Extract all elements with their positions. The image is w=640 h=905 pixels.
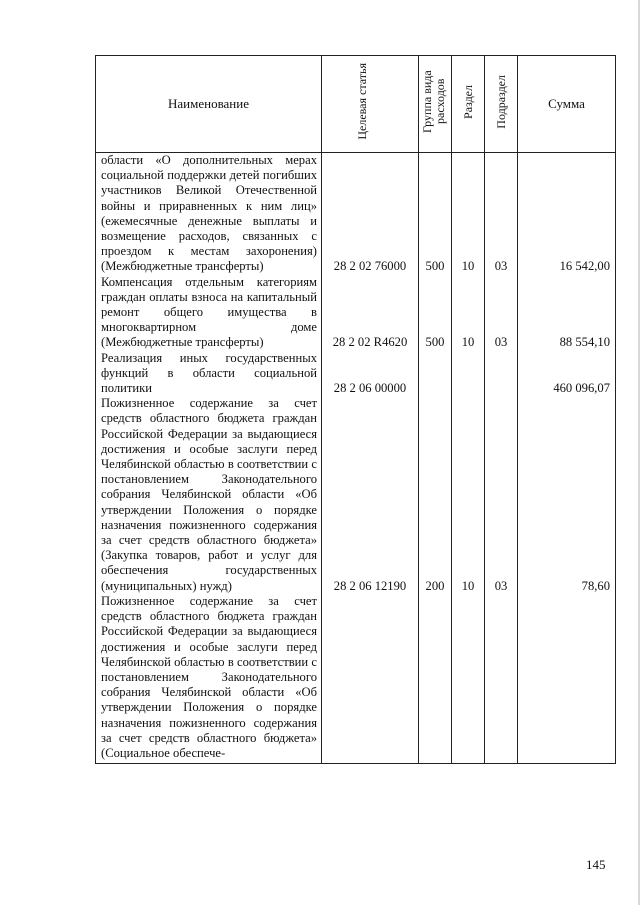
header-subsection-label: Подраздел [493,74,508,129]
table-row [96,275,616,351]
page-number: 145 [586,857,606,872]
header-expense-group [419,56,452,153]
row-expense-group: 500 [419,153,452,275]
row-target-article: 28 2 06 00000 [322,351,419,397]
budget-table [95,55,616,764]
row-target-article [322,594,419,764]
row-target-article: 28 2 06 12190 [322,396,419,594]
row-amount: 460 096,07 [518,351,616,397]
table-row [96,351,616,397]
row-amount: 88 554,10 [518,275,616,351]
row-name: Пожизненное содержание за счет средств областного бюджета граждан Российской Федерации за выдающиеся достижения и особые заслуги перед Челябинской областью в соответствии с постановлением Законодательного собрания Челябинской области «Об утверждении Положения о порядке назначения пожизненного содержания за счет средств областного бюджета» (Социальное обеспече- [96,594,322,764]
row-expense-group: 500 [419,275,452,351]
table-row [96,396,616,594]
row-subsection: 03 [485,396,518,594]
header-name: Наименование [96,56,322,153]
header-amount: Сумма [518,56,616,153]
row-expense-group: 200 [419,396,452,594]
row-section [452,351,485,397]
row-amount [518,594,616,764]
header-expense-group-label: Группа вида расходов [420,70,447,133]
header-section [452,56,485,153]
row-target-article: 28 2 02 R4620 [322,275,419,351]
row-subsection [485,594,518,764]
header-target-article-label: Целевая статья [355,63,369,140]
table-row [96,153,616,275]
row-section: 10 [452,275,485,351]
row-section: 10 [452,396,485,594]
row-subsection: 03 [485,275,518,351]
row-name: области «О дополнительных мерах социальной поддержки детей погибших участников Великой Отечественной войны и приравненных к ним лиц» (ежемесячные денежные выплаты и возмещение расходов, связанных с проездом к местам захоронения) (Межбюджетные трансферты) [96,153,322,275]
table-row [96,594,616,764]
header-section-label: Раздел [460,84,475,119]
header-target-article [322,56,419,153]
row-section: 10 [452,153,485,275]
table-header-row [96,56,616,153]
header-subsection [485,56,518,153]
row-subsection [485,351,518,397]
row-target-article: 28 2 02 76000 [322,153,419,275]
row-section [452,594,485,764]
row-amount: 16 542,00 [518,153,616,275]
row-expense-group [419,351,452,397]
row-subsection: 03 [485,153,518,275]
row-name: Реализация иных государственных функций в области социальной политики [96,351,322,397]
row-name: Компенсация отдельным категориям граждан оплаты взноса на капитальный ремонт общего имущества в многоквартирном доме (Межбюджетные трансферты) [96,275,322,351]
row-name: Пожизненное содержание за счет средств областного бюджета граждан Российской Федерации за выдающиеся достижения и особые заслуги перед Челябинской областью в соответствии с постановлением Законодательного собрания Челябинской области «Об утверждении Положения о порядке назначения пожизненного содержания за счет средств областного бюджета» (Закупка товаров, работ и услуг для обеспечения государственных (муниципальных) нужд) [96,396,322,594]
row-expense-group [419,594,452,764]
row-amount: 78,60 [518,396,616,594]
